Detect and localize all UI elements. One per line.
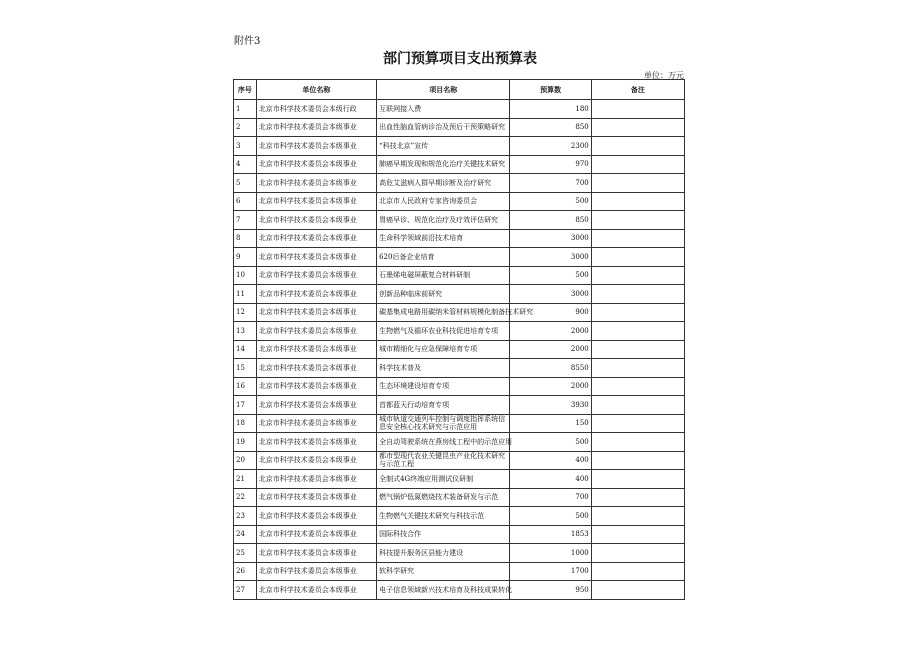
row-note	[591, 359, 684, 378]
row-note	[591, 562, 684, 581]
row-note	[591, 174, 684, 193]
row-unit-name: 北京市科学技术委员会本级事业	[256, 414, 376, 433]
row-note	[591, 488, 684, 507]
row-project-name: 互联网接入费	[377, 100, 510, 119]
unit-label: 单位：万元	[644, 71, 684, 80]
row-project-name: 首都蓝天行动培育专项	[377, 396, 510, 415]
table-row	[234, 562, 685, 581]
row-note	[591, 192, 684, 211]
row-unit-name: 北京市科学技术委员会本级事业	[256, 525, 376, 544]
row-note	[591, 544, 684, 563]
row-seq: 14	[234, 340, 257, 359]
table-row	[234, 433, 685, 452]
table-row	[234, 544, 685, 563]
row-seq: 4	[234, 155, 257, 174]
budget-table	[233, 79, 685, 600]
row-note	[591, 340, 684, 359]
row-unit-name: 北京市科学技术委员会本级事业	[256, 211, 376, 230]
row-unit-name: 北京市科学技术委员会本级事业	[256, 118, 376, 137]
table-row	[234, 377, 685, 396]
row-project-name: 城市轨道交通列车控制与调度指挥系统信息安全核心技术研究与示范应用	[377, 414, 510, 433]
table-row	[234, 192, 685, 211]
row-unit-name: 北京市科学技术委员会本级事业	[256, 285, 376, 304]
row-budget: 2300	[510, 137, 591, 156]
row-seq: 15	[234, 359, 257, 378]
row-budget: 2000	[510, 322, 591, 341]
row-unit-name: 北京市科学技术委员会本级事业	[256, 544, 376, 563]
row-seq: 18	[234, 414, 257, 433]
row-note	[591, 137, 684, 156]
row-seq: 19	[234, 433, 257, 452]
row-project-name: 生物燃气及循环农业科技促进培育专项	[377, 322, 510, 341]
row-note	[591, 285, 684, 304]
table-row	[234, 488, 685, 507]
row-unit-name: 北京市科学技术委员会本级事业	[256, 229, 376, 248]
row-budget: 3000	[510, 229, 591, 248]
row-unit-name: 北京市科学技术委员会本级事业	[256, 155, 376, 174]
row-unit-name: 北京市科学技术委员会本级事业	[256, 137, 376, 156]
row-seq: 12	[234, 303, 257, 322]
row-budget: 150	[510, 414, 591, 433]
row-project-name: 软科学研究	[377, 562, 510, 581]
row-project-name: 全制式4G终端应用测试仪研制	[377, 470, 510, 489]
row-seq: 5	[234, 174, 257, 193]
row-note	[591, 118, 684, 137]
row-unit-name: 北京市科学技术委员会本级事业	[256, 562, 376, 581]
row-project-name: 生物燃气关键技术研究与科技示范	[377, 507, 510, 526]
header-budget: 预算数	[510, 80, 591, 100]
row-budget: 2000	[510, 377, 591, 396]
row-project-name: 620后备企业培育	[377, 248, 510, 267]
row-unit-name: 北京市科学技术委员会本级事业	[256, 396, 376, 415]
row-budget: 8550	[510, 359, 591, 378]
row-project-name: 科技提升服务区县能力建设	[377, 544, 510, 563]
row-budget: 850	[510, 118, 591, 137]
table-row	[234, 396, 685, 415]
row-project-name: 科学技术普及	[377, 359, 510, 378]
row-seq: 21	[234, 470, 257, 489]
row-unit-name: 北京市科学技术委员会本级事业	[256, 581, 376, 600]
row-note	[591, 266, 684, 285]
table-row	[234, 507, 685, 526]
row-budget: 950	[510, 581, 591, 600]
row-budget: 400	[510, 451, 591, 470]
page-title: 部门预算项目支出预算表	[383, 51, 537, 67]
row-seq: 26	[234, 562, 257, 581]
row-unit-name: 北京市科学技术委员会本级事业	[256, 340, 376, 359]
row-budget: 850	[510, 211, 591, 230]
row-note	[591, 155, 684, 174]
row-budget: 500	[510, 266, 591, 285]
row-seq: 22	[234, 488, 257, 507]
table-row	[234, 414, 685, 433]
table-row	[234, 285, 685, 304]
row-seq: 27	[234, 581, 257, 600]
row-note	[591, 229, 684, 248]
row-project-name: 胃癌早诊、规范化治疗及疗效评估研究	[377, 211, 510, 230]
row-unit-name: 北京市科学技术委员会本级事业	[256, 488, 376, 507]
row-project-name: 电子信息领域新兴技术培育及科技成果转化	[377, 581, 510, 600]
row-budget: 700	[510, 488, 591, 507]
row-note	[591, 248, 684, 267]
row-project-name: 都市型现代农业关键昆虫产业化技术研究与示范工程	[377, 451, 510, 470]
row-seq: 10	[234, 266, 257, 285]
row-seq: 23	[234, 507, 257, 526]
row-seq: 17	[234, 396, 257, 415]
row-budget: 3000	[510, 248, 591, 267]
row-seq: 6	[234, 192, 257, 211]
row-unit-name: 北京市科学技术委员会本级行政	[256, 100, 376, 119]
row-project-name: 燃气锅炉低氮燃烧技术装备研发与示范	[377, 488, 510, 507]
row-project-name: “科技北京”宣传	[377, 137, 510, 156]
table-row	[234, 266, 685, 285]
row-budget: 1700	[510, 562, 591, 581]
row-note	[591, 433, 684, 452]
row-seq: 25	[234, 544, 257, 563]
row-seq: 2	[234, 118, 257, 137]
row-unit-name: 北京市科学技术委员会本级事业	[256, 192, 376, 211]
row-project-name: 出血性脑血管病诊治及预后干预策略研究	[377, 118, 510, 137]
row-note	[591, 525, 684, 544]
row-budget: 500	[510, 192, 591, 211]
row-note	[591, 100, 684, 119]
row-seq: 1	[234, 100, 257, 119]
row-seq: 8	[234, 229, 257, 248]
row-seq: 13	[234, 322, 257, 341]
row-note	[591, 211, 684, 230]
row-seq: 24	[234, 525, 257, 544]
row-budget: 3930	[510, 396, 591, 415]
table-row	[234, 118, 685, 137]
header-project-name: 项目名称	[377, 80, 510, 100]
row-note	[591, 303, 684, 322]
row-project-name: 国际科技合作	[377, 525, 510, 544]
row-budget: 2000	[510, 340, 591, 359]
row-note	[591, 396, 684, 415]
table-row	[234, 359, 685, 378]
table-row	[234, 137, 685, 156]
header-seq: 序号	[234, 80, 257, 100]
table-row	[234, 451, 685, 470]
row-unit-name: 北京市科学技术委员会本级事业	[256, 451, 376, 470]
row-budget: 970	[510, 155, 591, 174]
row-unit-name: 北京市科学技术委员会本级事业	[256, 377, 376, 396]
table-row	[234, 174, 685, 193]
row-project-name: 城市精细化与应急保障培育专项	[377, 340, 510, 359]
row-project-name: 高危艾滋病人群早期诊断及治疗研究	[377, 174, 510, 193]
row-budget: 900	[510, 303, 591, 322]
row-unit-name: 北京市科学技术委员会本级事业	[256, 359, 376, 378]
row-project-name: 全自动驾驶系统在燕房线工程中的示范应用	[377, 433, 510, 452]
row-note	[591, 451, 684, 470]
row-unit-name: 北京市科学技术委员会本级事业	[256, 266, 376, 285]
header-note: 备注	[591, 80, 684, 100]
table-row	[234, 229, 685, 248]
row-seq: 9	[234, 248, 257, 267]
row-project-name: 北京市人民政府专家咨询委员会	[377, 192, 510, 211]
row-budget: 700	[510, 174, 591, 193]
row-seq: 11	[234, 285, 257, 304]
header-unit-name: 单位名称	[256, 80, 376, 100]
row-project-name: 肺癌早期发现和规范化治疗关键技术研究	[377, 155, 510, 174]
row-note	[591, 377, 684, 396]
row-unit-name: 北京市科学技术委员会本级事业	[256, 174, 376, 193]
row-note	[591, 322, 684, 341]
row-seq: 20	[234, 451, 257, 470]
attachment-label: 附件3	[234, 36, 261, 47]
row-note	[591, 414, 684, 433]
row-unit-name: 北京市科学技术委员会本级事业	[256, 248, 376, 267]
table-row	[234, 340, 685, 359]
row-seq: 16	[234, 377, 257, 396]
row-seq: 7	[234, 211, 257, 230]
row-project-name: 生态环境建设培育专项	[377, 377, 510, 396]
row-unit-name: 北京市科学技术委员会本级事业	[256, 507, 376, 526]
row-budget: 1000	[510, 544, 591, 563]
row-note	[591, 581, 684, 600]
table-row	[234, 100, 685, 119]
table-header-row	[234, 80, 685, 100]
row-unit-name: 北京市科学技术委员会本级事业	[256, 470, 376, 489]
table-row	[234, 155, 685, 174]
row-budget: 500	[510, 507, 591, 526]
table-row	[234, 525, 685, 544]
row-budget: 500	[510, 433, 591, 452]
table-row	[234, 322, 685, 341]
table-row	[234, 470, 685, 489]
row-budget: 3000	[510, 285, 591, 304]
row-project-name: 碳基集成电路用碳纳米管材料规模化制备技术研究	[377, 303, 510, 322]
row-budget: 180	[510, 100, 591, 119]
table-row	[234, 303, 685, 322]
table-row	[234, 248, 685, 267]
row-project-name: 石墨烯电磁屏蔽复合材料研制	[377, 266, 510, 285]
row-seq: 3	[234, 137, 257, 156]
row-unit-name: 北京市科学技术委员会本级事业	[256, 433, 376, 452]
row-budget: 400	[510, 470, 591, 489]
table-row	[234, 581, 685, 600]
row-project-name: 创新品种临床前研究	[377, 285, 510, 304]
row-unit-name: 北京市科学技术委员会本级事业	[256, 322, 376, 341]
row-note	[591, 470, 684, 489]
row-project-name: 生命科学领域前沿技术培育	[377, 229, 510, 248]
row-note	[591, 507, 684, 526]
row-unit-name: 北京市科学技术委员会本级事业	[256, 303, 376, 322]
table-row	[234, 211, 685, 230]
row-budget: 1853	[510, 525, 591, 544]
